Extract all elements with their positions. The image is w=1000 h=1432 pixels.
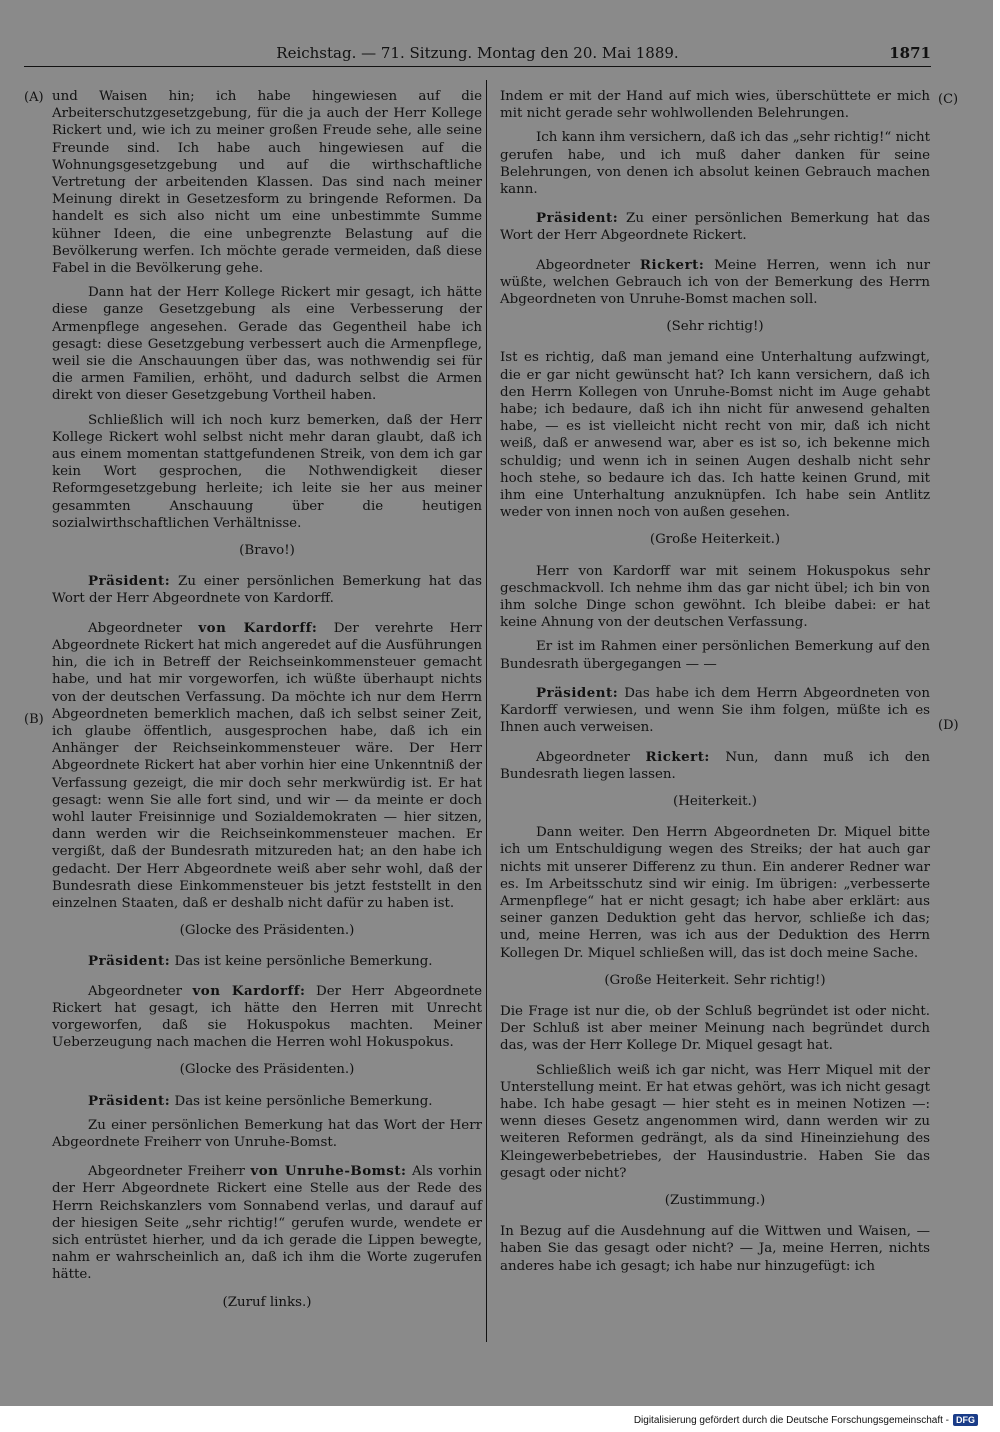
speech-text: Meine Herren, wenn ich nur wüßte, welchen Gebrauch ich von der Bemerkung des Herrn Abgeordneten von Unruhe-Bomst machen soll. <box>500 257 930 308</box>
header-title: Reichstag. — 71. Sitzung. Montag den 20. Mai 1889. <box>276 44 679 62</box>
speech <box>500 257 930 309</box>
speaker-role: Abgeordneter <box>536 749 631 765</box>
speaker-name: Präsident: <box>88 1092 171 1109</box>
paragraph: Schließlich weiß ich gar nicht, was Herr Miquel mit der Unterstellung meint. Er hat etwas gehört, was ich nicht gesagt habe. Ich habe gesagt — hier steht es in meinen Notizen —: wenn dieses Gesetz angenommen wird, dann werden wir zu weiteren Reformen gedrängt, als da sind Hineinziehung des Kleingewerbebetriebes, der Hausindustrie. Haben Sie das gesagt oder nicht? <box>500 1062 930 1181</box>
speech <box>52 1163 482 1283</box>
speech-text: Das ist keine persönliche Bemerkung. <box>174 954 433 970</box>
paragraph: Ich kann ihm versichern, daß ich das „sehr richtig!“ nicht gerufen habe, und ich muß daher danken für seine Belehrungen, von denen ich absolut keinen Gebrauch machen kann. <box>500 130 930 198</box>
left-column <box>52 88 482 1325</box>
speech-text: Das ist keine persönliche Bemerkung. <box>174 1093 433 1109</box>
speaker-role: Abgeordneter <box>536 257 631 273</box>
paragraph: Ist es richtig, daß man jemand eine Unterhaltung aufzwingt, die er gar nicht gewünscht hat? Ich kann versichern, daß ich den Herrn Kollegen von Unruhe-Bomst nicht im Auge gehabt habe; ich bedaure, daß ich ihn nicht für anwesend gehalten habe, — es ist vielleicht nicht recht von mir, daß ich nicht weiß, daß er anwesend war, aber es ist so, ich bekenne mich schuldig; und wenn ich in seinen Augen deshalb nicht sehr hoch stehe, so bedaure ich das. Ich hatte keinen Grund, mit ihm eine Unterhaltung anzuknüpfen. Ich habe sein Antlitz weder von innen noch von außen gesehen. <box>500 350 930 521</box>
interjection: (Heiterkeit.) <box>673 793 757 809</box>
speech <box>500 685 930 737</box>
margin-marker-b: (B) <box>24 712 44 727</box>
speaker-name: von Kardorff: <box>192 982 306 999</box>
speech <box>500 210 930 244</box>
speaker-name: Rickert: <box>645 748 710 765</box>
right-column <box>500 88 930 1282</box>
paragraph: Dann hat der Herr Kollege Rickert mir gesagt, ich hätte diese ganze Gesetzgebung als eine Verbesserung der Armenpflege angesehen. Gerade das Gegentheil habe ich gesagt: diese Gesetzgebung verbessert auch die Armenpflege, weil sie die Anschauungen über das, was nothwendig sei für die armen Familien, erhöht, und dadurch selbst die Armen direkt von dieser Gesetzgebung Vortheil haben. <box>52 285 482 404</box>
speaker-name: Rickert: <box>639 256 705 273</box>
speech <box>52 573 482 607</box>
speech-text: Nun, dann muß ich den Bundesrath liegen lassen. <box>500 749 930 782</box>
speech <box>52 953 482 970</box>
footer <box>634 1414 978 1426</box>
speaker-name: von Kardorff: <box>198 619 318 636</box>
paragraph: In Bezug auf die Ausdehnung auf die Wittwen und Waisen, — haben Sie das gesagt oder nicht? — Ja, meine Herren, nichts anderes habe ich gesagt; ich habe nur hinzugefügt: ich <box>500 1224 930 1274</box>
speech-text: Zu einer persönlichen Bemerkung hat das Wort der Herr Abgeordnete von Kardorff. <box>52 574 483 607</box>
page-number: 1871 <box>889 44 931 62</box>
speaker-role: Abgeordneter <box>88 983 183 999</box>
speaker-role: Abgeordneter Freiherr <box>88 1164 245 1180</box>
paragraph: Er ist im Rahmen einer persönlichen Bemerkung auf den Bundesrath übergegangen — — <box>500 639 930 672</box>
interjection: (Zuruf links.) <box>222 1294 312 1310</box>
interjection: (Glocke des Präsidenten.) <box>179 923 355 939</box>
speech <box>500 749 930 783</box>
speaker-name: von Unruhe-Bomst: <box>250 1163 407 1180</box>
interjection: (Große Heiterkeit.) <box>649 532 781 548</box>
paragraph: Dann weiter. Den Herrn Abgeordneten Dr. Miquel bitte ich um Entschuldigung wegen des Streiks; der hat auch gar nichts mit unserer Differenz zu thun. Ein anderer Redner war es. Im Arbeitsschutz sind wir einig. Im übrigen: „verbesserte Armenpflege“ hat er nicht gesagt; ich habe aber erklärt: aus seiner ganzen Deduktion geht das hervor, schließe ich das; und, meine Herren, was ich aus der Deduktion des Herrn Kollegen Dr. Miquel schließen will, das ist doch meine Sache. <box>500 825 930 961</box>
margin-marker-a: (A) <box>24 90 44 105</box>
speech-text: Zu einer persönlichen Bemerkung hat das Wort der Herr Abgeordnete Rickert. <box>500 211 931 244</box>
dfg-logo-icon: DFG <box>953 1414 978 1426</box>
speech <box>52 983 482 1052</box>
speech-text: Das habe ich dem Herrn Abgeordneten von Kardorff verwiesen, und wenn Sie ihm folgen, müßte ich es Ihnen auch verweisen. <box>500 685 930 736</box>
speech-text: Als vorhin der Herr Abgeordnete Rickert eine Stelle aus der Rede des Herrn Reichskanzlers vom Sonnabend verlas, und darauf auf der hiesigen Seite „sehr richtig!“ gerufen wurde, wendete er sich entrüstet hierher, und da ich gerade die Lippen bewegte, nahm er wahrscheinlich an, daß ich ihm die Worte zugerufen hätte. <box>52 1164 482 1283</box>
paragraph: und Waisen hin; ich habe hingewiesen auf die Arbeiterschutzgesetzgebung, für die ja auch der Herr Kollege Rickert und, wie ich zu meiner großen Freude sehe, alle seine Freunde sind. Ich habe auch hingewiesen auf die Wohnungsgesetzgebung und auf die wirthschaftliche Vertretung der arbeitenden Klassen. Das sind nach meiner Meinung direkt in Gesetzesform zu bringende Reformen. Da handelt es sich also nicht um eine unbestimmte Summe kühner Ideen, die eine unbegrenzte Belastung auf die Bevölkerung werfen. Ich möchte gerade vermeiden, daß diese Fabel in die Bevölkerung gehe. <box>52 89 482 277</box>
interjection: (Bravo!) <box>239 543 295 559</box>
column-divider <box>486 80 487 1342</box>
paragraph: Herr von Kardorff war mit seinem Hokuspokus sehr geschmackvoll. Ich nehme ihm das gar nicht übel; ich bin von ihm solche Dinge schon gewöhnt. Ich bleibe dabei: er hat keine Ahnung von der deutschen Verfassung. <box>500 563 930 631</box>
paragraph: Schließlich will ich noch kurz bemerken, daß der Herr Kollege Rickert wohl selbst nicht mehr daran glaubt, daß ich aus einem momentan stattgefundenen Streik, von dem ich gar kein Wort gesprochen, die Nothwendigkeit dieser Reformgesetzgebung herleite; ich leite sie her aus meiner gesammten Anschauung über die heutigen sozialwirthschaftlichen Verhältnisse. <box>52 412 482 531</box>
speech-text: Der verehrte Herr Abgeordnete Rickert hat mich angeredet auf die Ausführungen hin, die ich in Betreff der Reichseinkommensteuer gemacht habe, und hat mir vorgeworfen, ich wüßte überhaupt nichts von der deutschen Verfassung. Da möchte ich nur dem Herrn Abgeordneten bemerklich machen, daß ich selbst seiner Zeit, ich glaube öffentlich, ausgesprochen habe, daß ich ein Anhänger der Reichseinkommensteuer wäre. Der Herr Abgeordnete Rickert hat aber vorhin hier eine Unkenntniß der Verfassung gezeigt, die mir doch sehr merkwürdig ist. Er hat gesagt: wenn Sie alle fort sind, und wir — da meinte er doch wohl lauter Freisinnige und Sozialdemokraten — hier sitzen, dann werden wir die Reichseinkommensteuer machen. Er vergißt, daß der Bundesrath mitzureden hat; an den habe ich gedacht. Der Herr Abgeordnete weiß aber sehr wohl, daß der Bundesrath diese Einkommensteuer bis jetzt feststellt in den einzelnen Staaten, daß er deshalb nicht dafür zu haben ist. <box>52 620 483 911</box>
margin-marker-c: (C) <box>938 92 959 107</box>
speaker-name: Präsident: <box>536 210 619 227</box>
speech <box>52 1093 482 1110</box>
page-header <box>24 42 931 67</box>
footer-text: Digitalisierung gefördert durch die Deutsche Forschungsgemeinschaft - <box>633 1414 949 1426</box>
interjection: (Große Heiterkeit. Sehr richtig!) <box>604 972 826 988</box>
speaker-name: Präsident: <box>88 573 171 590</box>
speech <box>52 620 482 912</box>
speaker-name: Präsident: <box>536 684 619 701</box>
speech-text: Der Herr Abgeordnete Rickert hat gesagt, ich hätte den Herren mit Unrecht vorgeworfen, daß sie Hokuspokus machten. Meiner Ueberzeugung nach machen die Herren wohl Hokuspokus. <box>52 983 482 1051</box>
paragraph: Zu einer persönlichen Bemerkung hat das Wort der Herr Abgeordnete Freiherr von Unruhe-Bomst. <box>52 1117 482 1150</box>
speaker-role: Abgeordneter <box>88 620 183 636</box>
interjection: (Glocke des Präsidenten.) <box>179 1062 355 1078</box>
interjection: (Sehr richtig!) <box>666 319 764 335</box>
margin-marker-d: (D) <box>938 718 959 733</box>
paragraph: Indem er mit der Hand auf mich wies, überschüttete er mich mit nicht gerade sehr wohlwollenden Belehrungen. <box>500 89 930 122</box>
paragraph: Die Frage ist nur die, ob der Schluß begründet ist oder nicht. Der Schluß ist aber meiner Meinung nach begründet durch das, was der Herr Kollege Dr. Miquel gesagt hat. <box>500 1003 930 1054</box>
interjection: (Zustimmung.) <box>664 1192 766 1208</box>
speaker-name: Präsident: <box>88 953 171 970</box>
